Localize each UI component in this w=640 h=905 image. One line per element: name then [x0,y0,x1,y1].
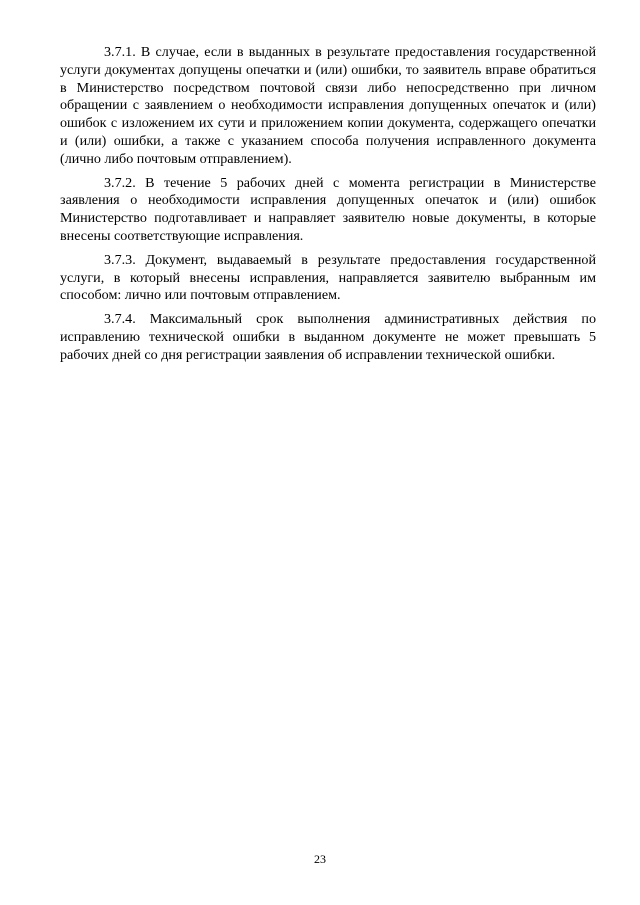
paragraph-3-7-2: 3.7.2. В течение 5 рабочих дней с момента регистрации в Министерстве заявления о необходимости исправления допущенных опечаток и (или) ошибок Министерство подготавливает и направляет заявителю новые документы, в которые внесены соответствующие исправления. [60,174,596,244]
paragraph-3-7-1: 3.7.1. В случае, если в выданных в результате предоставления государственной услуги документах допущены опечатки и (или) ошибки, то заявитель вправе обратиться в Министерство посредством почтовой связи либо непосредственно при личном обращении с заявлением о необходимости исправления допущенных опечаток и (или) ошибок с изложением их сути и приложением копии документа, содержащего опечатки и (или) ошибки, а также с указанием способа получения исправленного документа (лично либо почтовым отправлением). [60,44,596,167]
paragraph-3-7-4: 3.7.4. Максимальный срок выполнения административных действия по исправлению технической ошибки в выданном документе не может превышать 5 рабочих дней со дня регистрации заявления об исправлении технической ошибки. [60,311,596,363]
paragraph-3-7-3: 3.7.3. Документ, выдаваемый в результате предоставления государственной услуги, в который внесены исправления, направляется заявителю выбранным им способом: лично или почтовым отправлением. [60,251,596,304]
document-body [60,44,596,371]
page-number: 23 [314,852,326,866]
